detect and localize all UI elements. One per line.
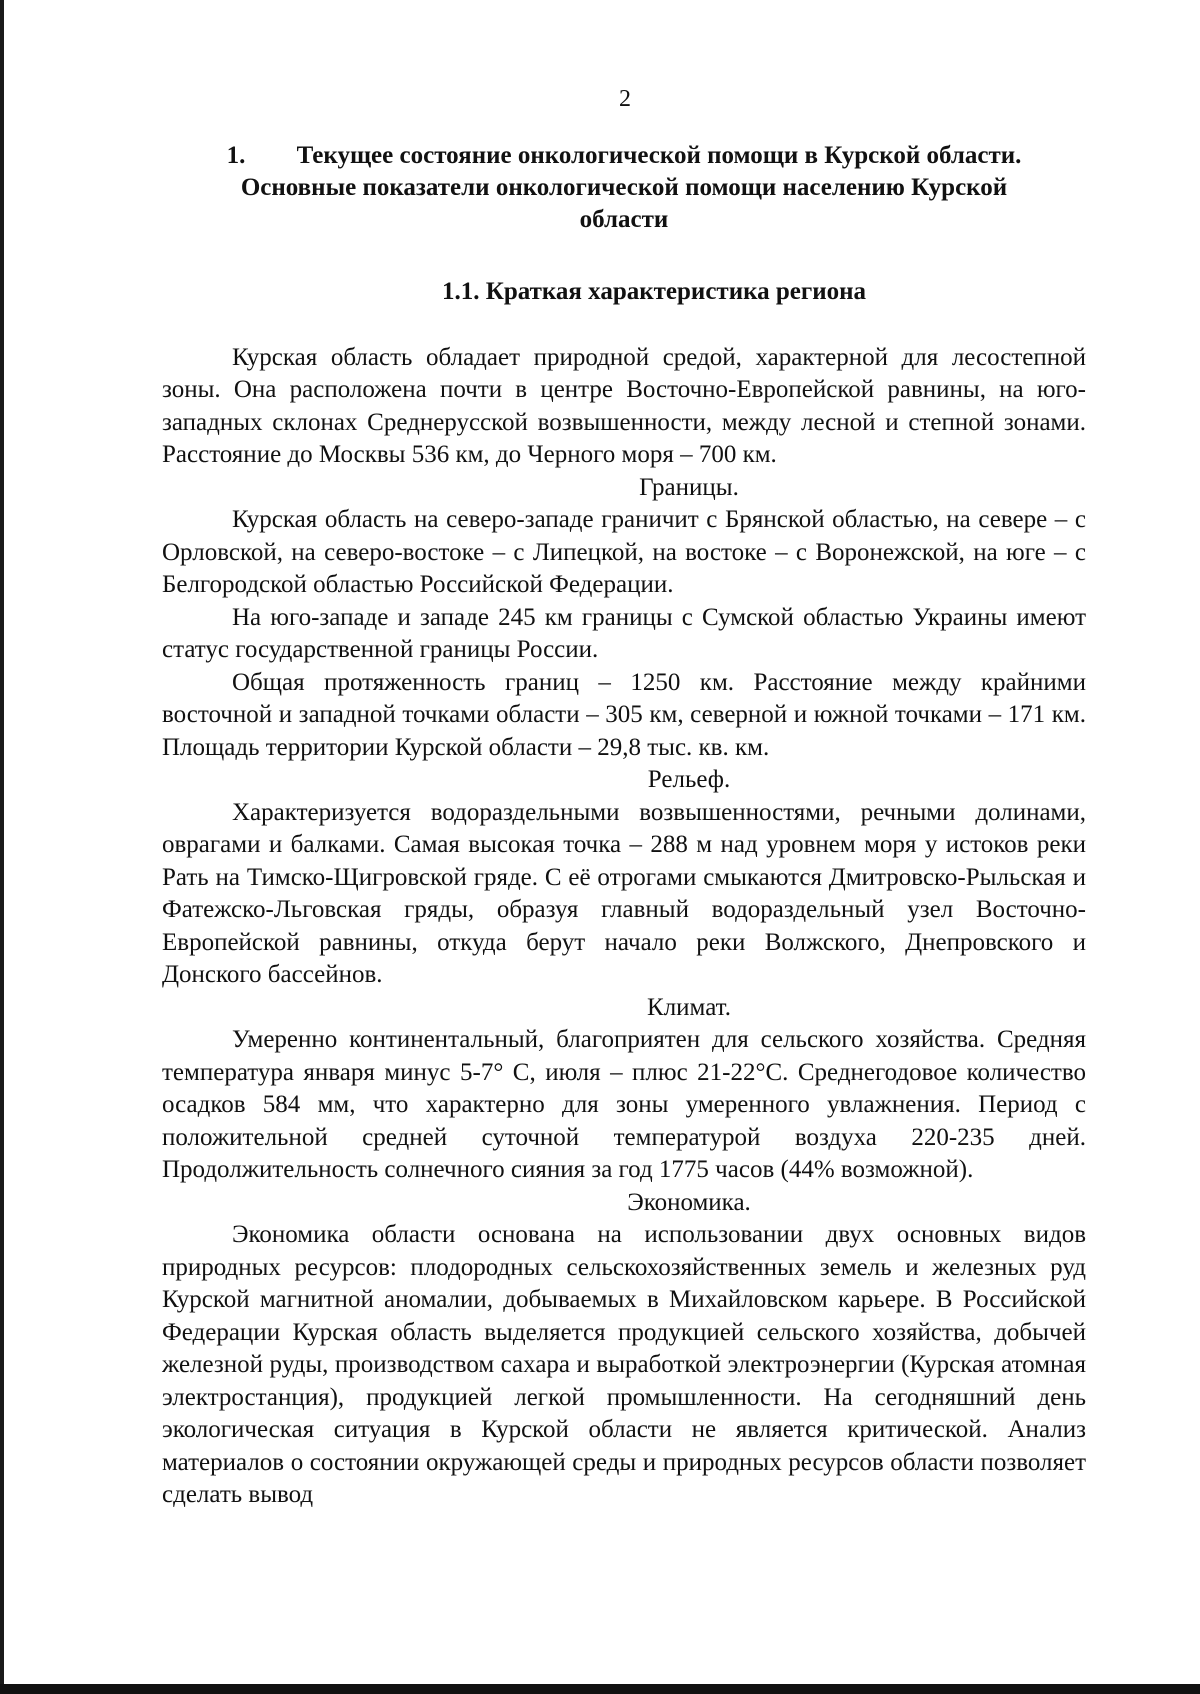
paragraph-economy: Экономика области основана на использовании двух основных видов природных ресурсов: плодородных сельскохозяйственных земель и железных руд Курской магнитной аномалии, добываемых в Михайловском карьере. В Российской Федерации Курская область выделяется продукцией сельского хозяйства, добычей железной руды, производством сахара и выработкой электроэнергии (Курская атомная электростанция), продукцией легкой промышленности. На сегодняшний день экологическая ситуация в Курской области не является критической. Анализ материалов о состоянии окружающей среды и природных ресурсов области позволяет сделать вывод [162,1221,1086,1508]
paragraph-intro: Курская область обладает природной средой, характерной для лесостепной зоны. Она расположена почти в центре Восточно-Европейской равнины, на юго-западных склонах Среднерусской возвышенности, между лесной и степной зонами. Расстояние до Москвы 536 км, до Черного моря – 700 км. [162,343,1086,468]
document-body [162,140,1086,1512]
section-heading [162,140,1086,236]
section-heading-line-1 [162,140,1086,172]
paragraph-relief: Характеризуется водораздельными возвышенностями, речными долинами, оврагами и балками. Самая высокая точка – 288 м над уровнем моря у истоков реки Рать на Тимско-Щигровской гряде. С её отрогами смыкаются Дмитровско-Рыльская и Фатежско-Льговская гряды, образуя главный водораздельный узел Восточно-Европейской равнины, откуда берут начало реки Волжского, Днепровского и Донского бассейнов. [162,798,1086,988]
page-number: 2 [619,86,631,112]
scan-edge-left [0,0,4,1694]
section-number: 1. [226,142,246,169]
paragraph-borders-1: Курская область на северо-западе граничит с Брянской областью, на севере – с Орловской, на северо-востоке – с Липецкой, на востоке – с Воронежской, на юге – с Белгородской областью Российской Федерации. [162,506,1086,598]
scan-edge-bottom [0,1684,1200,1694]
section-title-line-3: области [579,206,669,233]
borders-title: Границы. [639,473,739,501]
paragraph-borders-3: Общая протяженность границ – 1250 км. Расстояние между крайними восточной и западной точками области – 305 км, северной и южной точками – 171 км. Площадь территории Курской области – 29,8 тыс. кв. км. [162,668,1086,761]
relief-title: Рельеф. [647,766,731,793]
subsection-heading: 1.1. Краткая характеристика региона [441,278,867,305]
climate-title: Климат. [647,993,731,1021]
section-title-line-1: Текущее состояние онкологической помощи в Курской области. [296,142,1022,169]
paragraph-borders-2: На юго-западе и западе 245 км границы с Сумской областью Украины имеют статус государственной границы России. [162,603,1086,663]
section-title-line-2: Основные показатели онкологической помощи населению Курской [240,174,1008,201]
economy-title: Экономика. [627,1188,751,1216]
paragraph-climate: Умеренно континентальный, благоприятен для сельского хозяйства. Средняя температура января минус 5-7° С, июля – плюс 21-22°С. Среднегодовое количество осадков 584 мм, что характерно для зоны умеренного увлажнения. Период с положительной средней суточной температурой воздуха 220-235 дней. Продолжительность солнечного сияния за год 1775 часов (44% возможной). [162,1026,1086,1183]
